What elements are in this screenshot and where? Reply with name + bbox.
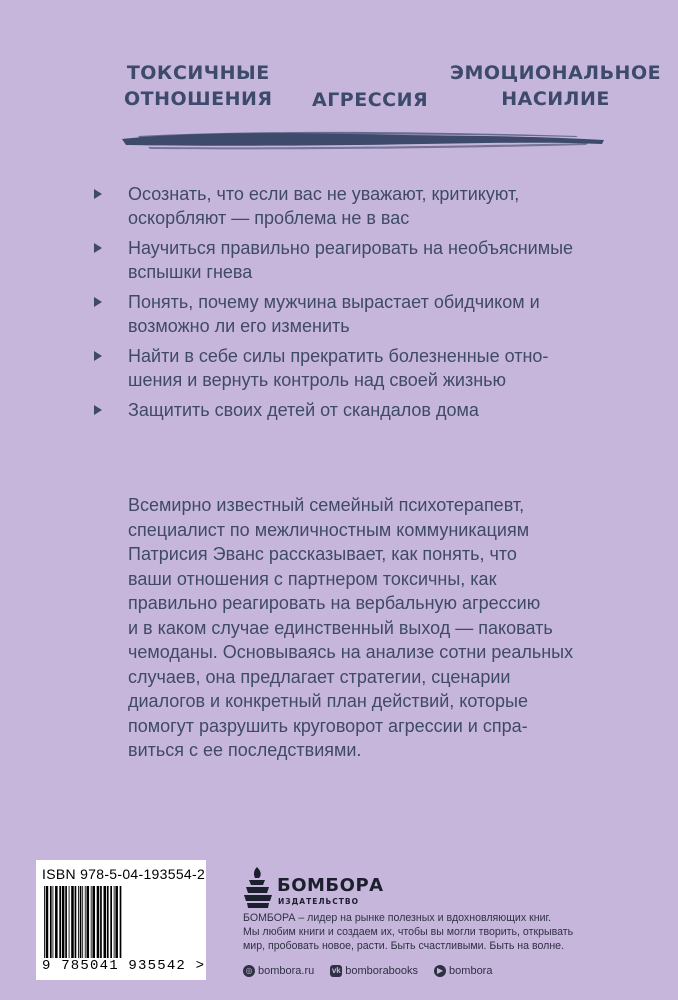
social-link-website[interactable]: ◎ bombora.ru xyxy=(243,965,314,977)
barcode-bar xyxy=(115,886,118,958)
barcode-bar xyxy=(85,886,86,958)
triangle-bullet-icon xyxy=(94,189,102,199)
vk-icon: vk xyxy=(331,966,341,975)
publisher-blurb: БОМБОРА – лидер на рынке полезных и вдохновляющих книг. Мы любим книги и создаем их, чтобы вы могли творить, открывать мир, пробовать новое, расти. Быть счастливыми. Быть на волне. xyxy=(243,912,574,952)
social-link-vk[interactable]: vk bomborabooks xyxy=(331,965,419,977)
barcode-bar xyxy=(100,886,102,958)
brush-stroke-divider xyxy=(118,127,608,153)
barcode-bar xyxy=(92,886,95,958)
barcode-bar xyxy=(59,886,61,958)
telegram-icon: ▶ xyxy=(434,965,446,977)
barcode-bar xyxy=(78,886,79,958)
tag-aggression: АГРЕССИЯ xyxy=(312,89,429,111)
barcode-bar xyxy=(71,886,74,958)
barcode-bar xyxy=(91,886,92,958)
publisher-social-links xyxy=(243,962,663,980)
globe-icon: ◎ xyxy=(243,965,255,977)
triangle-bullet-icon xyxy=(94,351,102,361)
triangle-bullet-icon xyxy=(94,297,102,307)
tag-toxic-relations: ТОКСИЧНЫЕ ОТНОШЕНИЯ xyxy=(124,62,273,110)
isbn-label: ISBN 978-5-04-193554-2 xyxy=(42,866,206,882)
barcode-bar xyxy=(53,886,54,958)
social-link-telegram[interactable]: ▶ bombora xyxy=(434,965,492,977)
list-item: Защитить своих детей от скандалов дома xyxy=(94,398,654,422)
barcode-bar xyxy=(97,886,100,958)
cover-tags xyxy=(0,0,678,130)
barcode-bar xyxy=(44,886,45,958)
triangle-bullet-icon xyxy=(94,243,102,253)
barcode-bar xyxy=(46,886,49,958)
barcode-bar xyxy=(80,886,82,958)
barcode-bar xyxy=(55,886,58,958)
barcode-bar xyxy=(75,886,77,958)
barcode-bar xyxy=(120,886,122,958)
barcode-bar xyxy=(82,886,83,958)
barcode-bars xyxy=(42,886,200,958)
publisher-name: БОМБОРА xyxy=(277,875,384,896)
barcode-bar xyxy=(62,886,65,958)
barcode-bar xyxy=(50,886,52,958)
barcode-bar xyxy=(104,886,107,958)
bombora-logo-icon xyxy=(243,865,273,909)
list-item: Понять, почему мужчина вырастает обидчиком и возможно ли его изменить xyxy=(94,290,654,338)
triangle-bullet-icon xyxy=(94,405,102,415)
publisher-subtitle: ИЗДАТЕЛЬСТВО xyxy=(278,897,359,906)
barcode-bar xyxy=(110,886,112,958)
list-item: Осознать, что если вас не уважают, критикуют, оскорбляют — проблема не в вас xyxy=(94,182,654,230)
barcode-digits: 9 785041 935542 > xyxy=(42,958,206,974)
benefits-list xyxy=(94,182,654,428)
barcode-bar xyxy=(65,886,67,958)
barcode-bar xyxy=(107,886,109,958)
barcode-bar xyxy=(87,886,90,958)
barcode-bar xyxy=(114,886,115,958)
tag-emotional-abuse: ЭМОЦИОНАЛЬНОЕ НАСИЛИЕ xyxy=(450,62,662,110)
barcode-bar xyxy=(69,886,70,958)
isbn-barcode xyxy=(36,860,206,980)
list-item: Научиться правильно реагировать на необъяснимые вспышки гнева xyxy=(94,236,654,284)
book-description: Всемирно известный семейный психотерапевт, специалист по межличностным коммуникациям Патрисия Эванс рассказывает, как понять, что ваши отношения с партнером токсичны, как правильно реагировать на вербальную агрессию и в каком случае единственный выход — паковать чемоданы. Основываясь на анализе сотни реальных случаев, она предлагает стратегии, сценарии диалогов и конкретный план действий, которые помогут разрушить круговорот агрессии и спра- виться с ее последствиями. xyxy=(128,495,574,760)
list-item: Найти в себе силы прекратить болезненные отно- шения и вернуть контроль над своей жизнью xyxy=(94,344,654,392)
